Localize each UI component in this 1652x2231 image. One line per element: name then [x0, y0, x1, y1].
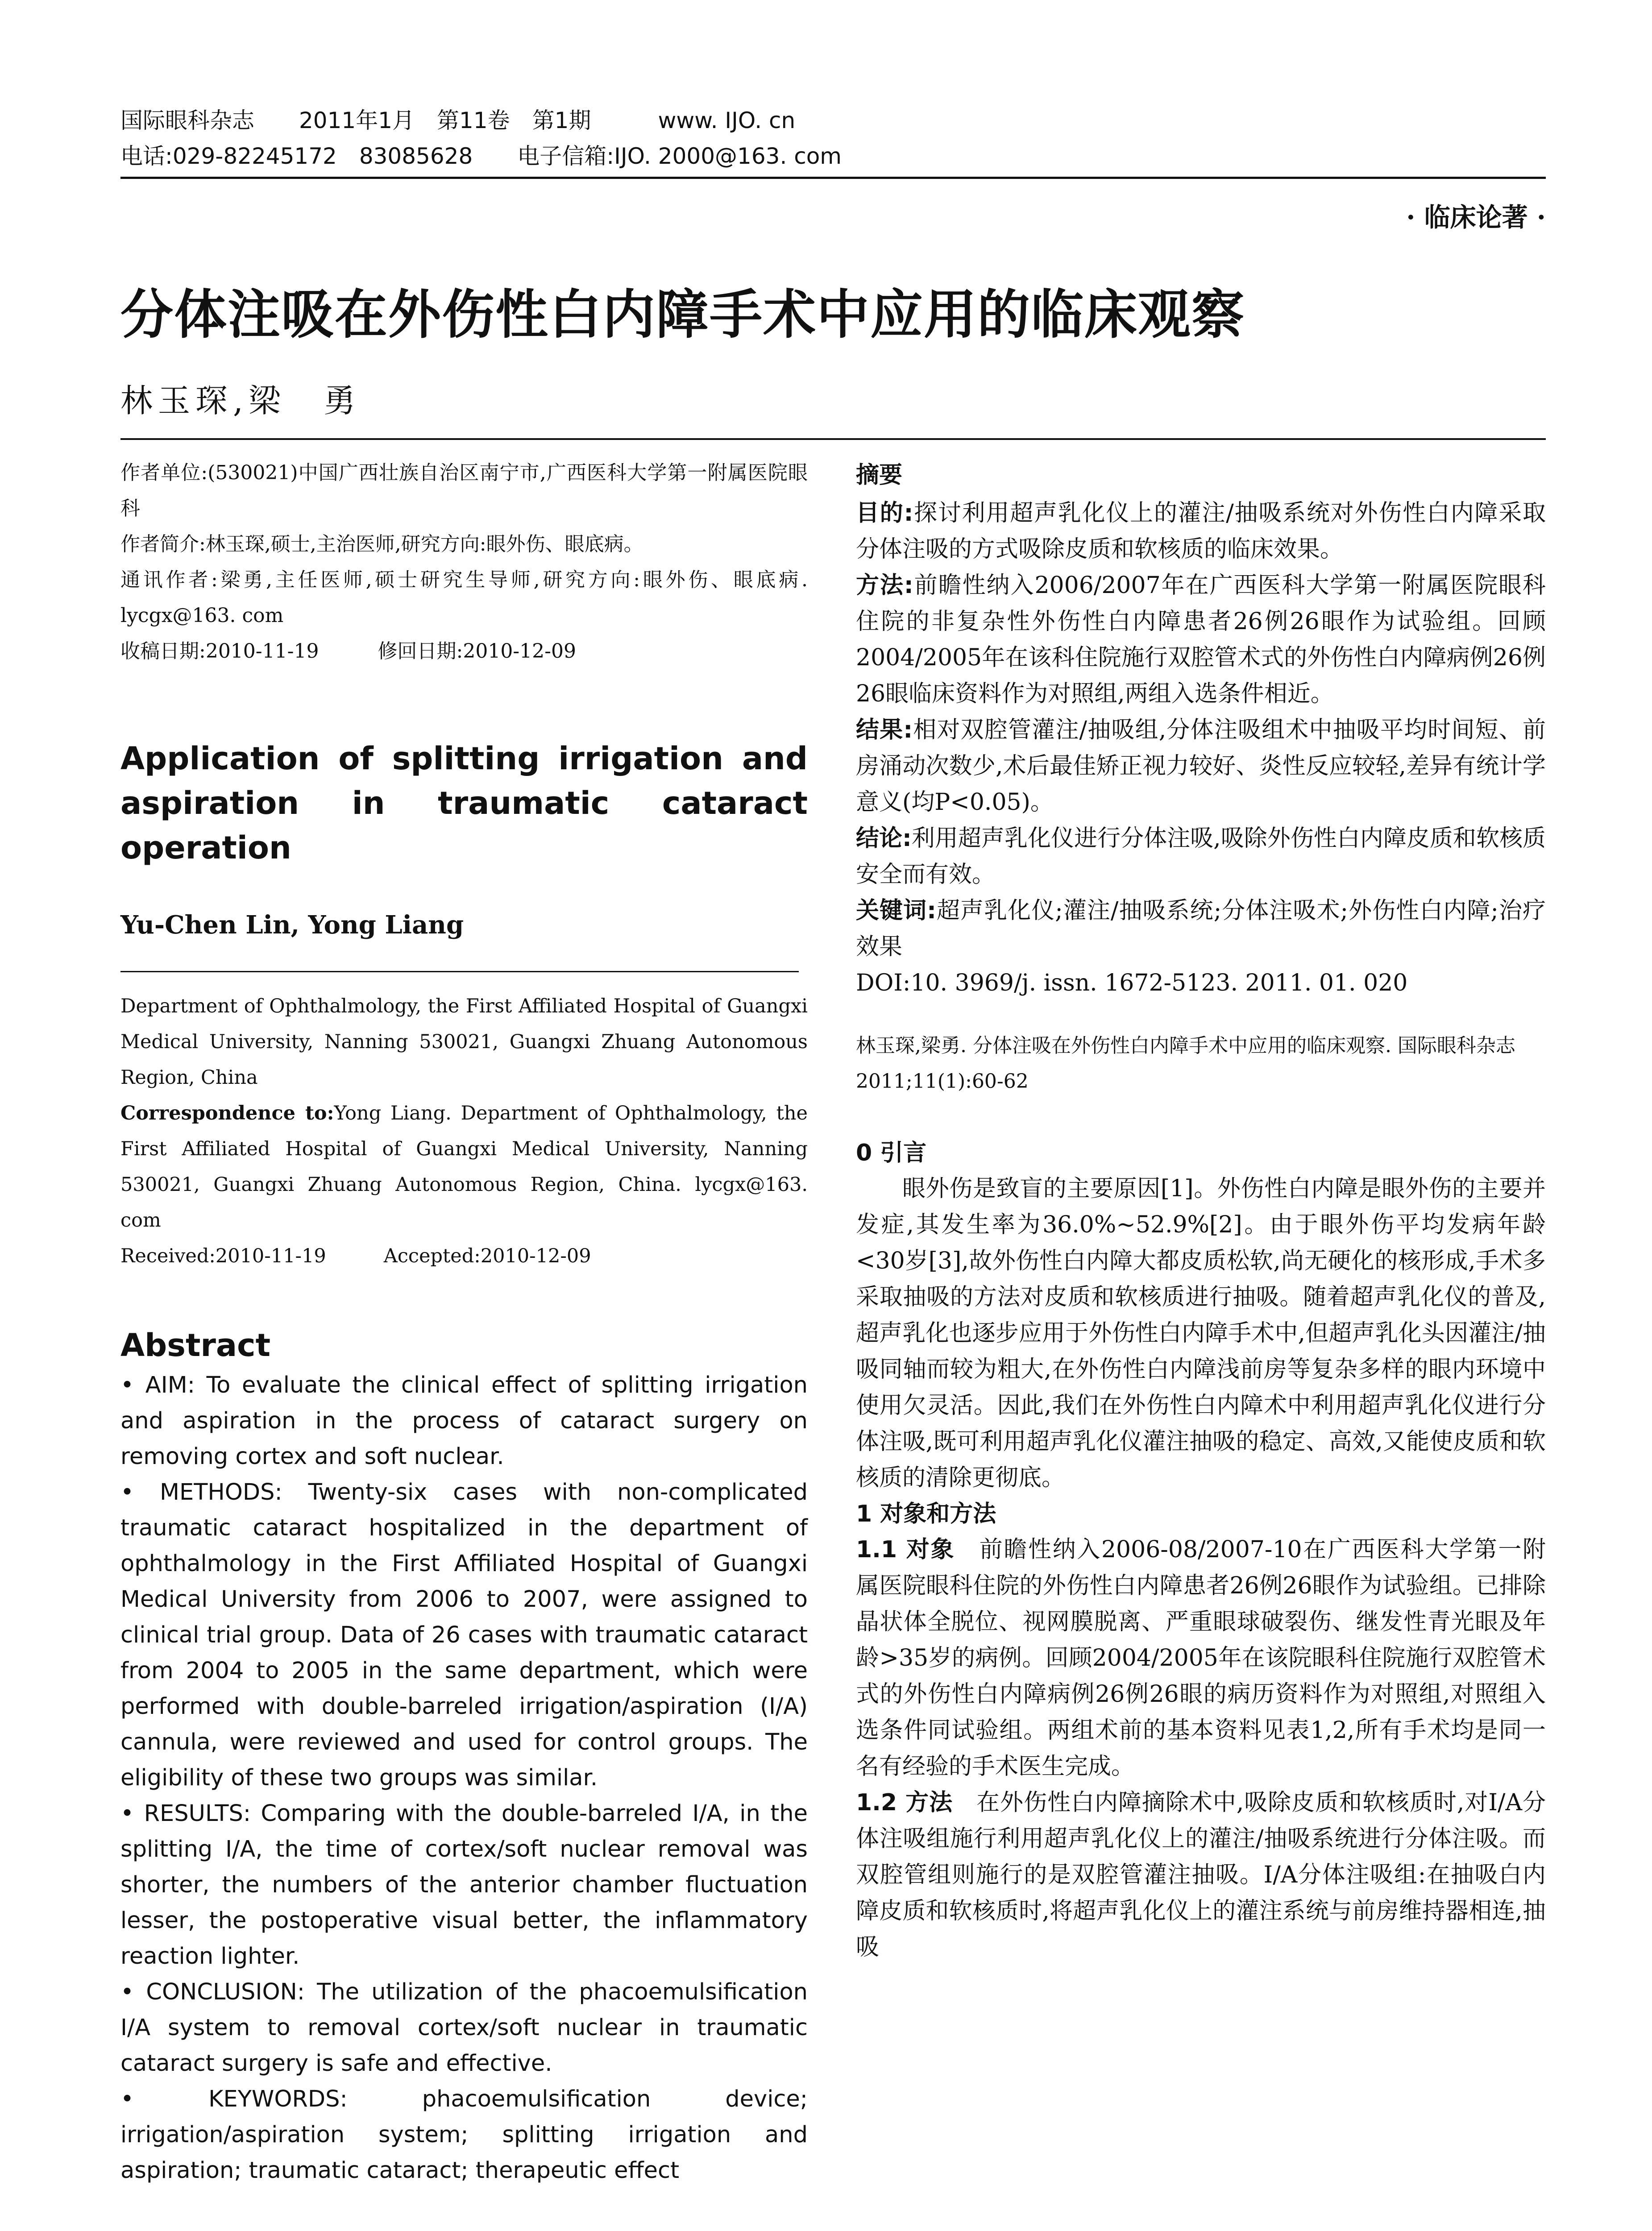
cn-abstract-conclusion: [856, 821, 1546, 893]
cn-methods-label: 方法:: [856, 572, 913, 599]
abstract-keywords: • KEYWORDS: phacoemulsification device; irrigation/aspiration system; splitting irrigation and aspiration; traumatic cataract; therapeutic effect: [120, 2086, 808, 2184]
chinese-citation: 林玉琛,梁勇. 分体注吸在外伤性白内障手术中应用的临床观察. 国际眼科杂志 2011;11(1):60-62: [856, 1034, 1515, 1093]
english-abstract: [120, 1368, 808, 2189]
doi: DOI:10. 3969/j. issn. 1672-5123. 2011. 01. 020: [856, 970, 1408, 996]
abstract-heading: Abstract: [120, 1327, 271, 1364]
correspondence-text: Yong Liang. Department of Ophthalmology, the First Affiliated Hospital of Guangxi Medical University, Nanning 530021, Guangxi Zhuang Autonomous Region, China. lycgx@163. com: [120, 1102, 808, 1232]
article-title: 分体注吸在外伤性白内障手术中应用的临床观察: [120, 284, 1245, 345]
section-1-1: [856, 1532, 1546, 1785]
cn-abstract-methods: [856, 568, 1546, 712]
english-title: Application of splitting irrigation and aspiration in traumatic cataract operation: [120, 740, 808, 866]
cn-conclusion-label: 结论:: [856, 825, 912, 852]
received-revised-dates: 收稿日期:2010-11-19 修回日期:2010-12-09: [120, 640, 577, 663]
cn-keywords-label: 关键词:: [856, 897, 936, 924]
cn-methods-text: 前瞻性纳入2006/2007年在广西医科大学第一附属医院眼科住院的非复杂性外伤性白内障患者26例26眼作为试验组。回顾2004/2005年在该科住院施行双腔管术式的外伤性白内障病例26例26眼临床资料作为对照组,两组入选条件相近。: [856, 572, 1546, 707]
cn-abstract-keywords: [856, 893, 1546, 965]
journal-header-line2: 电话:029-82245172 83085628 电子信箱:IJO. 2000@163. com: [120, 143, 842, 169]
methods-heading: 1 对象和方法: [856, 1501, 996, 1527]
title-rule: [120, 438, 1546, 440]
cn-abstract-results: [856, 712, 1546, 821]
english-authors: Yu-Chen Lin, Yong Liang: [120, 910, 464, 940]
abstract-aim: • AIM: To evaluate the clinical effect of splitting irrigation and aspiration in the process of cataract surgery on removing cortex and soft nuclear.: [120, 1372, 808, 1470]
cn-abstract-aim: [856, 495, 1546, 568]
section-1-1-text: 前瞻性纳入2006-08/2007-10在广西医科大学第一附属医院眼科住院的外伤性白内障患者26例26眼作为试验组。已排除晶状体全脱位、视网膜脱离、严重眼球破裂伤、继发性青光眼及年龄>35岁的病例。回顾2004/2005年在该院眼科住院施行双腔管术式的外伤性白内障病例26例26眼的病历资料作为对照组,对照组入选条件同试验组。两组术前的基本资料见表1,2,所有手术均是同一名有经验的手术医生完成。: [856, 1536, 1546, 1780]
intro-heading: 0 引言: [856, 1140, 927, 1166]
abstract-conclusion: • CONCLUSION: The utilization of the phacoemulsification I/A system to removal cortex/soft nuclear in traumatic cataract surgery is safe and effective.: [120, 1979, 808, 2077]
english-affiliation: Department of Ophthalmology, the First Affiliated Hospital of Guangxi Medical University, Nanning 530021, Guangxi Zhuang Autonomous Region, China: [120, 995, 808, 1089]
intro-paragraph: 眼外伤是致盲的主要原因[1]。外伤性白内障是眼外伤的主要并发症,其发生率为36.0%~52.9%[2]。由于眼外伤平均发病年龄<30岁[3],故外伤性白内障大都皮质松软,尚无硬化的核形成,手术多采取抽吸的方法对皮质和软核质进行抽吸。随着超声乳化仪的普及,超声乳化也逐步应用于外伤性白内障手术中,但超声乳化头因灌注/抽吸同轴而较为粗大,在外伤性白内障浅前房等复杂多样的眼内环境中使用欠灵活。因此,我们在外伤性白内障术中利用超声乳化仪进行分体注吸,既可利用超声乳化仪灌注抽吸的稳定、高效,又能使皮质和软核质的清除更彻底。: [856, 1175, 1546, 1491]
abstract-results: • RESULTS: Comparing with the double-barreled I/A, in the splitting I/A, the time of cortex/soft nuclear removal was shorter, the numbers of the anterior chamber fluctuation lesser, the postoperative visual better, the inflammatory reaction lighter.: [120, 1800, 808, 1970]
author-bio: 作者简介:林玉琛,硕士,主治医师,研究方向:眼外伤、眼底病。: [120, 533, 643, 556]
author-info: [120, 455, 808, 669]
cn-keywords-text: 超声乳化仪;灌注/抽吸系统;分体注吸术;外伤性白内障;治疗效果: [856, 897, 1546, 960]
affiliation-cn: 作者单位:(530021)中国广西壮族自治区南宁市,广西医科大学第一附属医院眼科: [120, 461, 808, 520]
section-1-2: [856, 1785, 1546, 1966]
section-1-1-label: 1.1 对象: [856, 1536, 955, 1563]
cn-aim-label: 目的:: [856, 500, 913, 527]
chinese-abstract-heading: 摘要: [856, 462, 903, 489]
chinese-abstract: [856, 495, 1546, 1001]
cn-results-text: 相对双腔管灌注/抽吸组,分体注吸组术中抽吸平均时间短、前房涌动次数少,术后最佳矫正视力较好、炎性反应较轻,差异有统计学意义(均P<0.05)。: [856, 717, 1546, 816]
journal-header-line1: 国际眼科杂志 2011年1月 第11卷 第1期 www. IJO. cn: [120, 108, 796, 133]
right-column: [856, 455, 1546, 1966]
english-correspondence: [120, 1095, 808, 1238]
cn-conclusion-text: 利用超声乳化仪进行分体注吸,吸除外伤性白内障皮质和软核质安全而有效。: [856, 825, 1546, 888]
correspondence-label: Correspondence to:: [120, 1102, 334, 1124]
section-1-2-text: 在外伤性白内障摘除术中,吸除皮质和软核质时,对I/A分体注吸组施行利用超声乳化仪上的灌注/抽吸系统进行分体注吸。而双腔管组则施行的是双腔管灌注抽吸。I/A分体注吸组:在抽吸白内障皮质和软核质时,将超声乳化仪上的灌注系统与前房维持器相连,抽吸: [856, 1789, 1546, 1961]
abstract-methods: • METHODS: Twenty-six cases with non-complicated traumatic cataract hospitalized in the department of ophthalmology in the First Affiliated Hospital of Guangxi Medical University from 2006 to 2007, were assigned to clinical trial group. Data of 26 cases with traumatic cataract from 2004 to 2005 in the same department, which were performed with double-barreled irrigation/aspiration (I/A) cannula, were reviewed and used for control groups. The eligibility of these two groups was similar.: [120, 1479, 808, 1791]
english-dates: Received:2010-11-19 Accepted:2010-12-09: [120, 1245, 591, 1267]
left-column: [120, 455, 808, 2231]
cn-results-label: 结果:: [856, 717, 913, 743]
section-kicker: · 临床论著 ·: [1406, 202, 1546, 232]
corresponding-author: 通讯作者:梁勇,主任医师,硕士研究生导师,研究方向:眼外伤、眼底病. lycgx@163. com: [120, 568, 808, 627]
header-rule: [120, 177, 1546, 179]
article-authors: 林玉琛,梁 勇: [120, 382, 361, 419]
cn-aim-text: 探讨利用超声乳化仪上的灌注/抽吸系统对外伤性白内障采取分体注吸的方式吸除皮质和软核质的临床效果。: [856, 500, 1546, 563]
english-affiliation-block: [120, 988, 808, 1274]
section-1-2-label: 1.2 方法: [856, 1789, 953, 1816]
english-authors-rule: [120, 971, 799, 972]
